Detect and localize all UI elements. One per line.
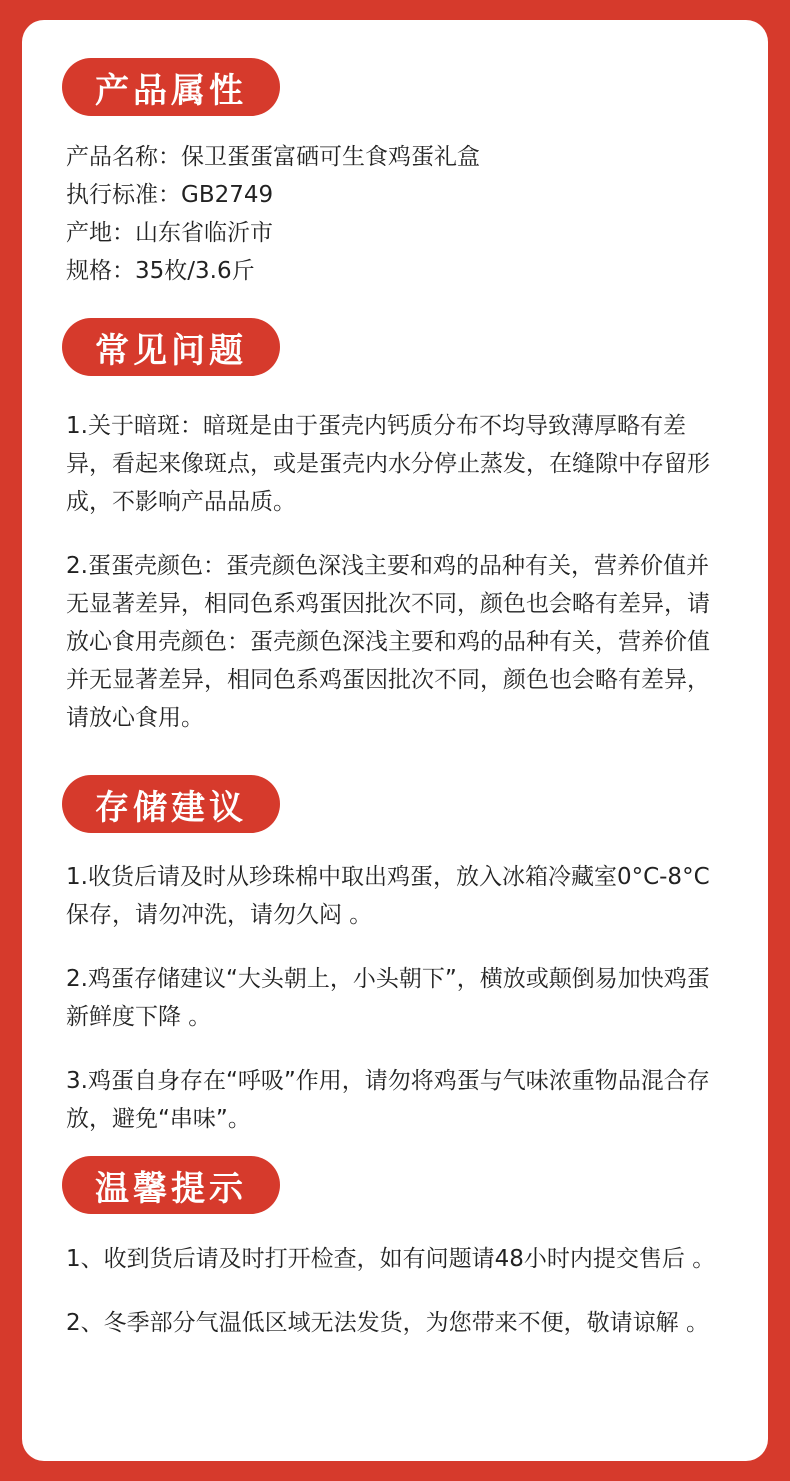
tips-item-inspection: 1、收到货后请及时打开检查，如有问题请48小时内提交售后 。 bbox=[66, 1246, 716, 1272]
section-title-tips: 温馨提示 bbox=[62, 1156, 280, 1214]
attribute-standard: 执行标准：GB2749 bbox=[66, 182, 274, 208]
section-title-attributes: 产品属性 bbox=[62, 58, 280, 116]
attribute-origin: 产地：山东省临沂市 bbox=[66, 220, 273, 246]
faq-item-dark-spots: 1.关于暗斑：暗斑是由于蛋壳内钙质分布不均导致薄厚略有差异，看起来像斑点，或是蛋壳内水分停止蒸发，在缝隙中存留形成，不影响产品品质。 bbox=[66, 413, 710, 515]
tips-item-winter-shipping: 2、冬季部分气温低区域无法发货，为您带来不便，敬请谅解 。 bbox=[66, 1310, 709, 1336]
faq-list bbox=[66, 407, 731, 737]
section-title-faq: 常见问题 bbox=[62, 318, 280, 376]
attributes-list bbox=[66, 138, 731, 290]
section-title-storage: 存储建议 bbox=[62, 775, 280, 833]
faq-item-shell-color: 2.蛋蛋壳颜色：蛋壳颜色深浅主要和鸡的品种有关，营养价值并无显著差异，相同色系鸡蛋因批次不同，颜色也会略有差异，请放心食用壳颜色：蛋壳颜色深浅主要和鸡的品种有关，营养价值并无显著差异，相同色系鸡蛋因批次不同，颜色也会略有差异，请放心食用。 bbox=[66, 553, 710, 731]
attribute-spec: 规格：35枚/3.6斤 bbox=[66, 258, 255, 284]
tips-list bbox=[66, 1240, 731, 1342]
storage-item-refrigerate: 1.收货后请及时从珍珠棉中取出鸡蛋，放入冰箱冷藏室0°C-8°C保存，请勿冲洗，请勿久闷 。 bbox=[66, 864, 710, 928]
storage-list bbox=[66, 858, 731, 1138]
attribute-name: 产品名称：保卫蛋蛋富硒可生食鸡蛋礼盒 bbox=[66, 144, 480, 170]
storage-item-orientation: 2.鸡蛋存储建议“大头朝上，小头朝下”，横放或颠倒易加快鸡蛋新鲜度下降 。 bbox=[66, 966, 710, 1030]
storage-item-odor: 3.鸡蛋自身存在“呼吸”作用，请勿将鸡蛋与气味浓重物品混合存放，避免“串味”。 bbox=[66, 1068, 710, 1132]
content-card bbox=[22, 20, 768, 1461]
